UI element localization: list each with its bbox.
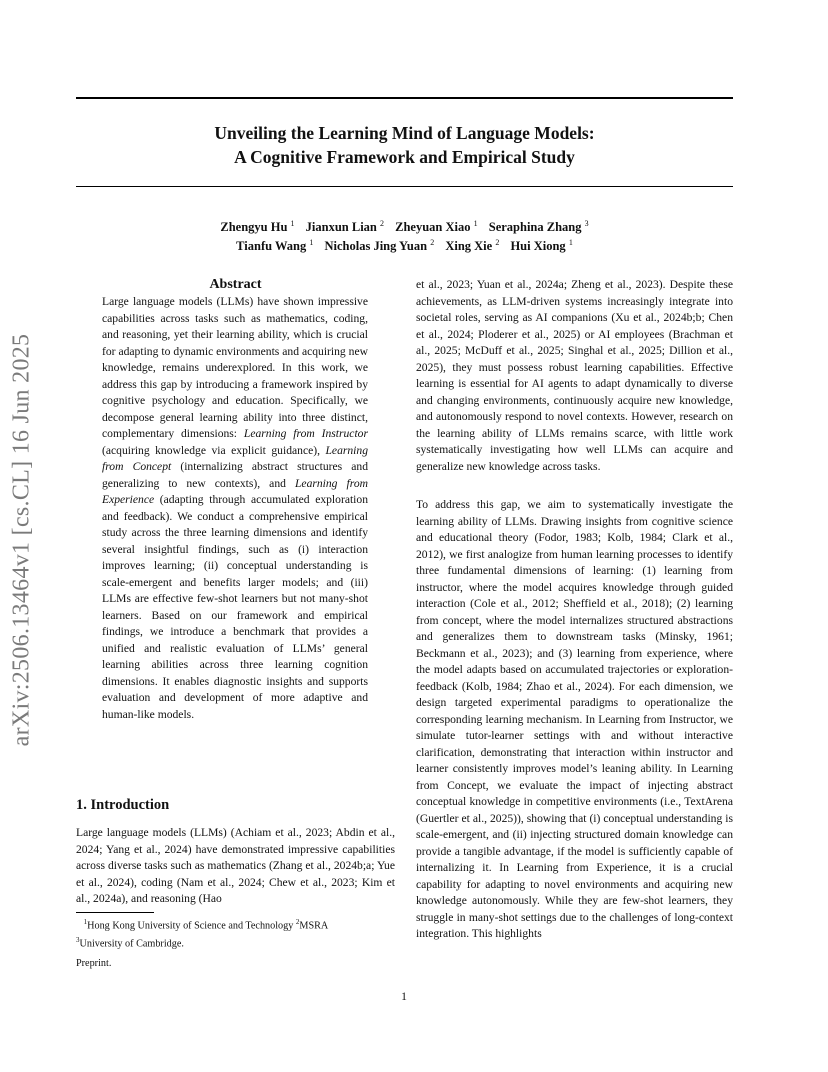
author: Nicholas Jing Yuan $^2$	[324, 238, 435, 254]
author: Zhengyu Hu $^1$	[220, 219, 295, 235]
author: Hui Xiong $^1$	[510, 238, 573, 254]
abstract-heading: Abstract	[209, 277, 262, 292]
section-heading-introduction: 1. Introduction	[76, 797, 170, 813]
intro-paragraph-left: Large language models (LLMs) (Achiam et al., 2023; Abdin et al., 2024; Yang et al., 2024) have demonstrated impressive capabilities across diverse tasks such as mathematics (Zhang et al., 2024b;a; Yue et al., 2024), coding (Nam et al., 2024; Chew et al., 2023; Kim et al., 2024a), and reasoning (Hao	[76, 826, 395, 905]
title-line-2: A Cognitive Framework and Empirical Study	[234, 147, 575, 167]
abstract-body: Large language models (LLMs) have shown impressive capabilities across tasks such as mathematics, coding, and reasoning, yet their learning ability, which is crucial for adapting to dynamic environments and acquiring new knowledge, remains underexplored. In this work, we address this gap by introducing a framework inspired by cognitive psychology and education. Specifically, we decompose general learning ability into three distinct, complementary dimensions: Learning from Instructor (acquiring knowledge via explicit guidance), Learning from Concept (internalizing abstract structures and generalizing to new contexts), and Learning from Experience (adapting through accumulated exploration and feedback). We conduct a comprehensive empirical study across the three learning dimensions and identify several insightful findings, such as (i) interaction improves learning; (ii) conceptual understanding is scale-emergent and benefits larger models; and (iii) LLMs are effective few-shot learners but not many-shot learners. Based on our framework and empirical findings, we introduce a benchmark that provides a unified and realistic evaluation of LLMs’ general learning abilities across three learning cognition dimensions. It enables diagnostic insights and supports evaluation and development of more adaptive and human-like models.	[102, 295, 368, 721]
author: Zheyuan Xiao $^1$	[395, 219, 478, 235]
arxiv-identifier: arXiv:2506.13464v1 [cs.CL] 16 Jun 2025	[8, 333, 35, 747]
author: Seraphina Zhang $^3$	[488, 219, 589, 235]
title-top-rule	[76, 97, 733, 99]
intro-paragraph-right-1: et al., 2023; Yuan et al., 2024a; Zheng et al., 2023). Despite these achievements, as LLM-driven systems increasingly integrate into societal roles, serving as AI companions (Xu et al., 2024b;b; Chen et al., 2024; Ploderer et al., 2025) or AI employees (Brachman et al., 2025; McDuff et al., 2025; Singhal et al., 2025; Dillion et al., 2025), they must possess robust learning capabilities. Effective learning is essential for AI agents to adapt dynamically to diverse and changing environments, continuously acquire new knowledge, and autonomously respond to novel contexts. However, research on the learning ability of LLMs remains scarce, with little work systematically investigating how well LLMs can acquire and generalize new knowledge across tasks.	[416, 278, 733, 473]
paper-title	[76, 121, 733, 169]
title-bottom-rule	[76, 186, 733, 187]
title-line-1: Unveiling the Learning Mind of Language Models:	[214, 123, 595, 143]
author: Xing Xie $^2$	[445, 238, 500, 254]
author: Tianfu Wang $^1$	[236, 238, 314, 254]
intro-paragraph-right-2: To address this gap, we aim to systematically investigate the learning ability of LLMs. Drawing insights from cognitive science and educational theory (Fodor, 1983; Kolb, 1984; Clark et al., 2012), we first analogize from human learning processes to identify three fundamental dimensions of learning: (1) learning from instructor, where the model acquires knowledge through guided interaction (Cole et al., 2012; Sheffield et al., 2018); (2) learning from concept, where the model internalizes structured abstractions and generalizes them to downstream tasks (Minsky, 1961; Beckmann et al., 2023); and (3) learning from experience, where the model adapts based on accumulated trajectories or exploration-feedback (Kolb, 1984; Zhao et al., 2024). For each dimension, we design targeted experimental paradigms to operationalize the corresponding learning mechanism. In Learning from Instructor, we simulate tutor-learner settings with and without interactive clarification, demonstrating that interaction within instructor and learner consistently improves model’s leaning ability. In Learning from Concept, we evaluate the impact of injecting abstract conceptual knowledge in competitive environments (i.e., TextArena (Guertler et al., 2025)), showing that (i) conceptual understanding is scale-emergent, and (ii) injecting structured domain knowledge can provide a tangible advantage, if the model is sufficiently capable of internalizing it. In Learning from Experience, it is a crucial capability for adapting to novel environments and acquiring new knowledge autonomously. While they are few-shot learners, they struggle in many-shot settings due to the challenges of long-context integration. This highlights	[416, 498, 733, 940]
author-line-1	[76, 216, 733, 235]
page-number: 1	[401, 990, 407, 1003]
footnote-rule	[76, 912, 154, 913]
preprint-label: Preprint.	[76, 958, 112, 969]
author-line-2	[76, 235, 733, 254]
affiliation-footnote: $^1$Hong Kong University of Science and Technology $^2$MSRA $^3$University of Cambridge.	[76, 918, 329, 950]
author-list	[76, 216, 733, 254]
author: Jianxun Lian $^2$	[305, 219, 384, 235]
